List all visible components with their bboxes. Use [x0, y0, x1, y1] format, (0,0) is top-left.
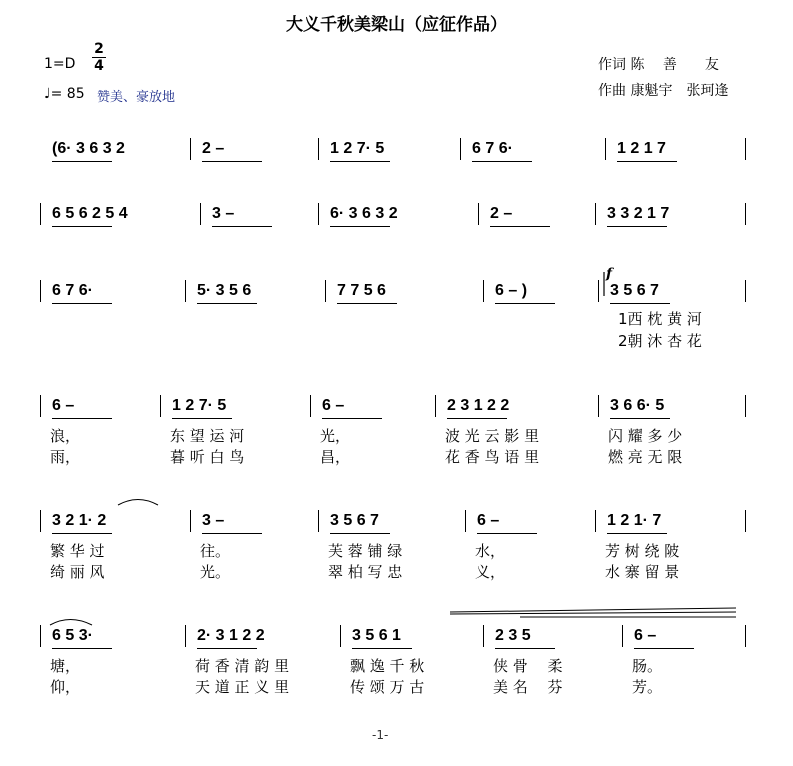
measure: 3 2 1· 2: [52, 512, 107, 529]
dynamic-forte: f: [606, 266, 613, 282]
lyric-1: 光，: [320, 427, 351, 445]
key-signature: 1=D: [44, 56, 76, 72]
lyric-1: 芳 树 绕 陂: [605, 542, 680, 560]
measure: 6 7 6·: [52, 282, 93, 299]
tie-arc: [50, 620, 92, 626]
measure: 3 –: [212, 205, 235, 222]
lyric-2: 芳。: [632, 678, 663, 696]
lyricist-credit: 作词 陈 善 友: [598, 57, 719, 73]
time-signature-top: 2: [94, 41, 104, 57]
measure: 3 5 6 1: [352, 627, 401, 644]
page-number: -1-: [372, 728, 389, 742]
tie-arc: [118, 500, 158, 506]
measure: 1 2 7· 5: [330, 140, 385, 157]
measure: 2· 3 1 2 2: [197, 627, 265, 644]
measure: 2 –: [202, 140, 225, 157]
measure: 2 –: [490, 205, 513, 222]
lyric-1: 闪 耀 多 少: [608, 427, 683, 445]
lyric-1: 塘，: [50, 657, 81, 675]
measure: 5· 3 5 6: [197, 282, 252, 299]
song-title: 大义千秋美梁山（应征作品）: [286, 15, 507, 35]
tempo-marking: ♩= 85: [44, 86, 85, 102]
lyric-2: 义，: [475, 563, 506, 581]
measure: 2 3 1 2 2: [447, 397, 510, 414]
verse-intro-2: 2朝 沐 杏 花: [618, 332, 702, 350]
measure: 6 5 6 2 5 4: [52, 205, 128, 222]
measure: 3 –: [202, 512, 225, 529]
measure: 3 5 6 7: [330, 512, 379, 529]
verse-intro-1: 1西 枕 黄 河: [618, 310, 702, 328]
measure: (6· 3 6 3 2: [52, 140, 125, 157]
measure: 6 – ): [495, 282, 528, 299]
lyric-1: 侠 骨 柔: [493, 657, 563, 675]
lyric-1: 东 望 运 河: [170, 427, 245, 445]
lyric-1: 波 光 云 影 里: [445, 427, 540, 445]
measure: 6 –: [52, 397, 75, 414]
time-signature-bottom: 4: [94, 58, 104, 74]
measure: 6 5 3·: [52, 627, 93, 644]
lyric-1: 繁 华 过: [50, 542, 105, 560]
lyric-1: 往。: [200, 542, 231, 560]
lyric-2: 昌，: [320, 448, 351, 466]
lyric-2: 花 香 鸟 语 里: [445, 448, 540, 466]
measure: 7 7 5 6: [337, 282, 386, 299]
lyric-1: 飘 逸 千 秋: [350, 657, 425, 675]
lyric-2: 美 名 芬: [493, 678, 563, 696]
lyric-1: 水，: [475, 542, 506, 560]
measure: 2 3 5: [495, 627, 531, 644]
lyric-2: 水 寨 留 景: [605, 563, 680, 581]
lyric-2: 燃 亮 无 限: [608, 448, 683, 466]
measure: 6 –: [322, 397, 345, 414]
measure: 6 –: [634, 627, 657, 644]
lyric-2: 光。: [200, 563, 231, 581]
composer-credit: 作曲 康魁宇 张珂逢: [598, 83, 729, 99]
lyric-2: 传 颂 万 古: [350, 678, 425, 696]
slur-line: [450, 608, 736, 612]
measure: 1 2 7· 5: [172, 397, 227, 414]
measure: 6 –: [477, 512, 500, 529]
measure: 3 5 6 7: [610, 282, 659, 299]
measure: 1 2 1 7: [617, 140, 666, 157]
lyric-2: 仰，: [50, 678, 81, 696]
slur-line: [450, 612, 736, 614]
lyric-1: 肠。: [632, 657, 663, 675]
lyric-1: 浪，: [50, 427, 81, 445]
lyric-2: 雨，: [50, 448, 81, 466]
lyric-2: 翠 柏 写 忠: [328, 563, 403, 581]
expression-marking: 赞美、豪放地: [97, 90, 176, 105]
measure: 1 2 1· 7: [607, 512, 662, 529]
lyric-1: 芙 蓉 铺 绿: [328, 542, 403, 560]
lyric-2: 暮 听 白 鸟: [170, 448, 245, 466]
lyric-1: 荷 香 清 韵 里: [195, 657, 290, 675]
measure: 3 6 6· 5: [610, 397, 665, 414]
lyric-2: 天 道 正 义 里: [195, 678, 290, 696]
measure: 6· 3 6 3 2: [330, 205, 398, 222]
measure: 3 3 2 1 7: [607, 205, 670, 222]
measure: 6 7 6·: [472, 140, 513, 157]
lyric-2: 绮 丽 风: [50, 563, 105, 581]
